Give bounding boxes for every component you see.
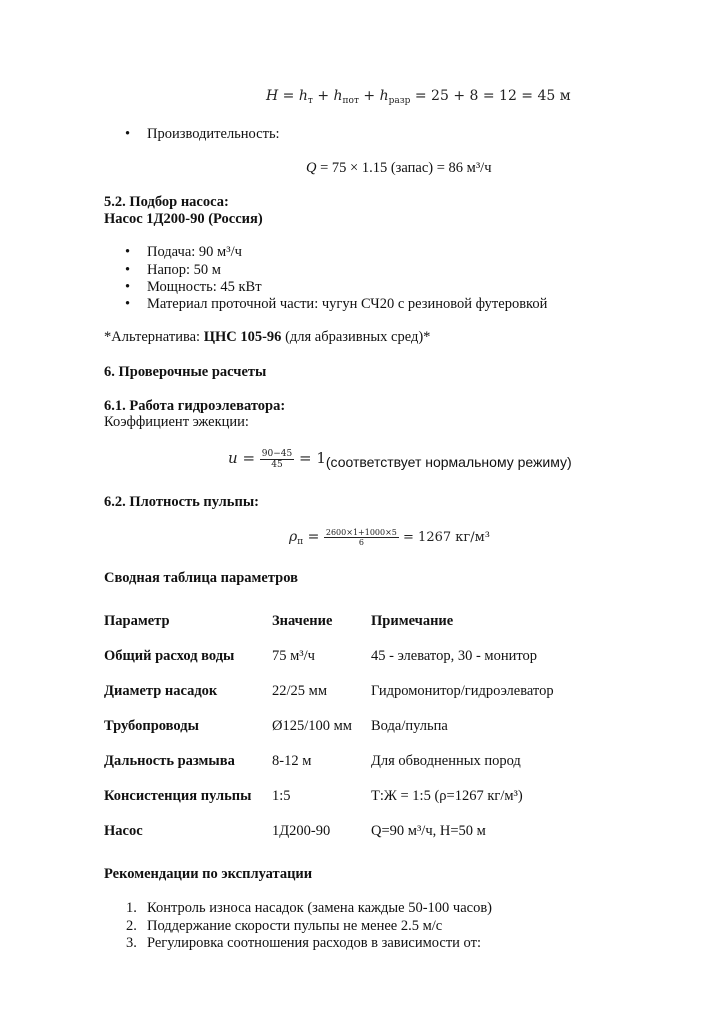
table-header-value: Значение xyxy=(272,613,333,629)
recommendation-item xyxy=(126,918,443,935)
list-text: Поддержание скорости пульпы не менее 2.5 м/с xyxy=(147,918,443,934)
table-cell-note: Для обводненных пород xyxy=(371,753,521,769)
u-fraction xyxy=(260,449,294,471)
pump-spec-item: • Мощность: 45 кВт xyxy=(147,279,262,296)
fraction-numerator: 2600×1+1000×5 xyxy=(325,528,397,537)
fraction-denominator: 6 xyxy=(358,538,364,548)
formula-symbol: h xyxy=(298,88,308,104)
formula-symbol: H xyxy=(266,88,279,104)
table-cell-note: 45 - элеватор, 30 - монитор xyxy=(371,648,537,664)
table-cell-parameter: Насос xyxy=(104,823,143,839)
q-expression: = 75 × 1.15 (запас) = 86 м³/ч xyxy=(316,160,492,176)
u-note: (соответствует нормальному режиму) xyxy=(325,454,572,471)
rho-formula xyxy=(289,528,490,547)
formula-operator: = xyxy=(237,449,260,468)
pump-spec-item: • Напор: 50 м xyxy=(147,262,221,279)
recommendation-item xyxy=(126,900,493,917)
formula-operator: = xyxy=(303,529,324,546)
table-cell-value: Ø125/100 мм xyxy=(272,718,352,734)
formula-operator: + xyxy=(312,88,334,104)
fraction-numerator: 90−45 xyxy=(261,449,293,459)
head-formula xyxy=(266,88,571,106)
table-cell-value: 22/25 мм xyxy=(272,683,328,699)
pump-spec-item: • Подача: 90 м³/ч xyxy=(147,244,242,261)
table-header-parameter: Параметр xyxy=(104,613,170,629)
table-cell-parameter: Диаметр насадок xyxy=(104,683,218,699)
formula-subscript: п xyxy=(297,537,304,548)
table-cell-note: Q=90 м³/ч, H=50 м xyxy=(371,823,486,839)
formula-subscript: пот xyxy=(342,96,359,106)
u-formula xyxy=(228,449,572,471)
formula-symbol: h xyxy=(379,88,389,104)
table-cell-parameter: Консистенция пульпы xyxy=(104,788,252,804)
rho-result: = 1267 кг/м³ xyxy=(398,530,490,546)
pump-spec-item: • Материал проточной части: чугун СЧ20 с резиновой футеровкой xyxy=(147,296,547,313)
list-number: 3. xyxy=(126,935,137,951)
table-cell-note: Вода/пульпа xyxy=(371,718,448,734)
table-cell-value: 75 м³/ч xyxy=(272,648,315,664)
formula-operator: = xyxy=(278,88,299,104)
section-6-2-heading: 6.2. Плотность пульпы: xyxy=(104,494,259,510)
formula-symbol: h xyxy=(333,88,343,104)
list-number: 2. xyxy=(126,918,137,934)
alternative-suffix: (для абразивных сред)* xyxy=(281,329,431,345)
summary-table-title: Сводная таблица параметров xyxy=(104,570,298,586)
alternative-prefix: *Альтернатива: xyxy=(104,329,204,345)
alternative-pump: ЦНС 105-96 xyxy=(203,329,282,345)
table-cell-note: Гидромонитор/гидроэлеватор xyxy=(371,683,554,699)
productivity-label: Производительность: xyxy=(147,126,280,142)
fraction-denominator: 45 xyxy=(271,460,283,471)
rho-fraction xyxy=(324,528,399,547)
table-cell-parameter: Дальность размыва xyxy=(104,753,235,769)
table-cell-value: 1Д200-90 xyxy=(272,823,331,839)
q-symbol: Q xyxy=(306,160,317,176)
list-text: Регулировка соотношения расходов в зависимости от: xyxy=(147,935,481,951)
table-cell-parameter: Трубопроводы xyxy=(104,718,199,734)
productivity-bullet xyxy=(147,126,280,143)
table-cell-parameter: Общий расход воды xyxy=(104,648,235,664)
list-number: 1. xyxy=(126,900,137,916)
list-text: Контроль износа насадок (замена каждые 50-100 часов) xyxy=(147,900,493,916)
section-6-heading: 6. Проверочные расчеты xyxy=(104,364,267,380)
section-6-1-heading: 6.1. Работа гидроэлеватора: xyxy=(104,398,286,414)
u-result: = 1 xyxy=(294,449,326,468)
pump-section-heading: 5.2. Подбор насоса: xyxy=(104,194,229,210)
ejection-label: Коэффициент эжекции: xyxy=(104,414,249,430)
formula-result: = 25 + 8 = 12 = 45 м xyxy=(410,88,571,104)
table-header-note: Примечание xyxy=(371,613,454,629)
recommendations-title: Рекомендации по эксплуатации xyxy=(104,866,313,882)
u-symbol: u xyxy=(228,449,238,468)
table-cell-note: Т:Ж = 1:5 (ρ=1267 кг/м³) xyxy=(371,788,523,804)
recommendation-item xyxy=(126,935,481,952)
table-cell-value: 1:5 xyxy=(272,788,291,804)
alternative-line xyxy=(104,329,430,346)
formula-subscript: разр xyxy=(388,96,411,106)
formula-subscript: т xyxy=(307,96,313,106)
q-formula xyxy=(306,160,492,177)
table-cell-value: 8-12 м xyxy=(272,753,312,769)
pump-name: Насос 1Д200-90 (Россия) xyxy=(104,211,263,227)
formula-operator: + xyxy=(358,88,380,104)
rho-symbol: ρ xyxy=(289,529,298,546)
